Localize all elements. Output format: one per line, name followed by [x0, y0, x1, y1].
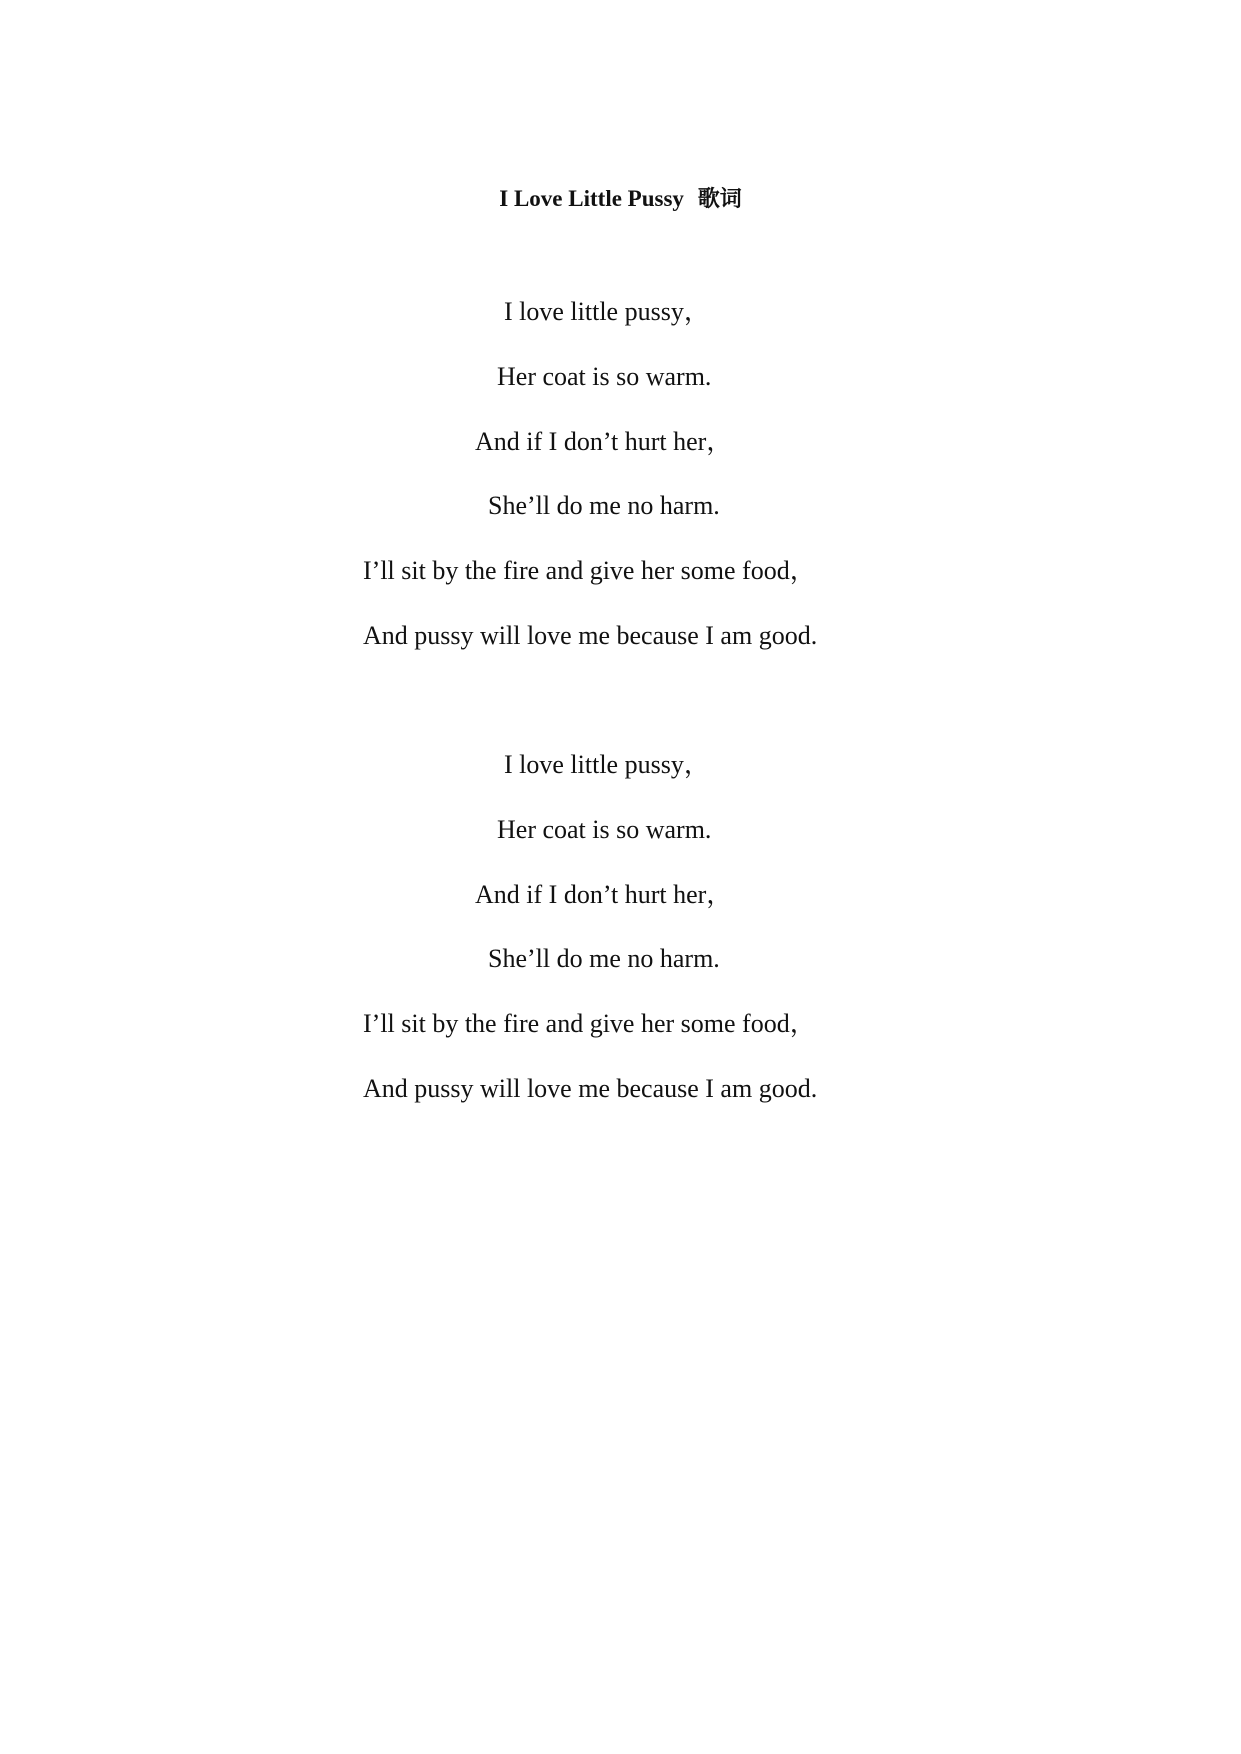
lyric-line: She’ll do me no harm.	[488, 944, 720, 973]
lyric-line: I’ll sit by the fire and give her some food，	[363, 556, 816, 585]
title-chinese: 歌词	[697, 187, 742, 212]
lyric-line: Her coat is so warm.	[497, 815, 712, 844]
lyric-line: I love little pussy，	[504, 750, 710, 779]
lyric-line: And if I don’t hurt her，	[475, 880, 733, 909]
lyric-line: I love little pussy，	[504, 297, 710, 326]
lyric-line: And if I don’t hurt her，	[475, 427, 733, 456]
lyric-line: She’ll do me no harm.	[488, 491, 720, 520]
lyric-line: And pussy will love me because I am good.	[363, 1074, 818, 1103]
page-title	[0, 184, 1241, 215]
lyric-line: Her coat is so warm.	[497, 362, 712, 391]
lyric-line: And pussy will love me because I am good.	[363, 621, 818, 650]
lyric-line: I’ll sit by the fire and give her some food，	[363, 1009, 816, 1038]
title-english: I Love Little Pussy	[499, 186, 684, 211]
